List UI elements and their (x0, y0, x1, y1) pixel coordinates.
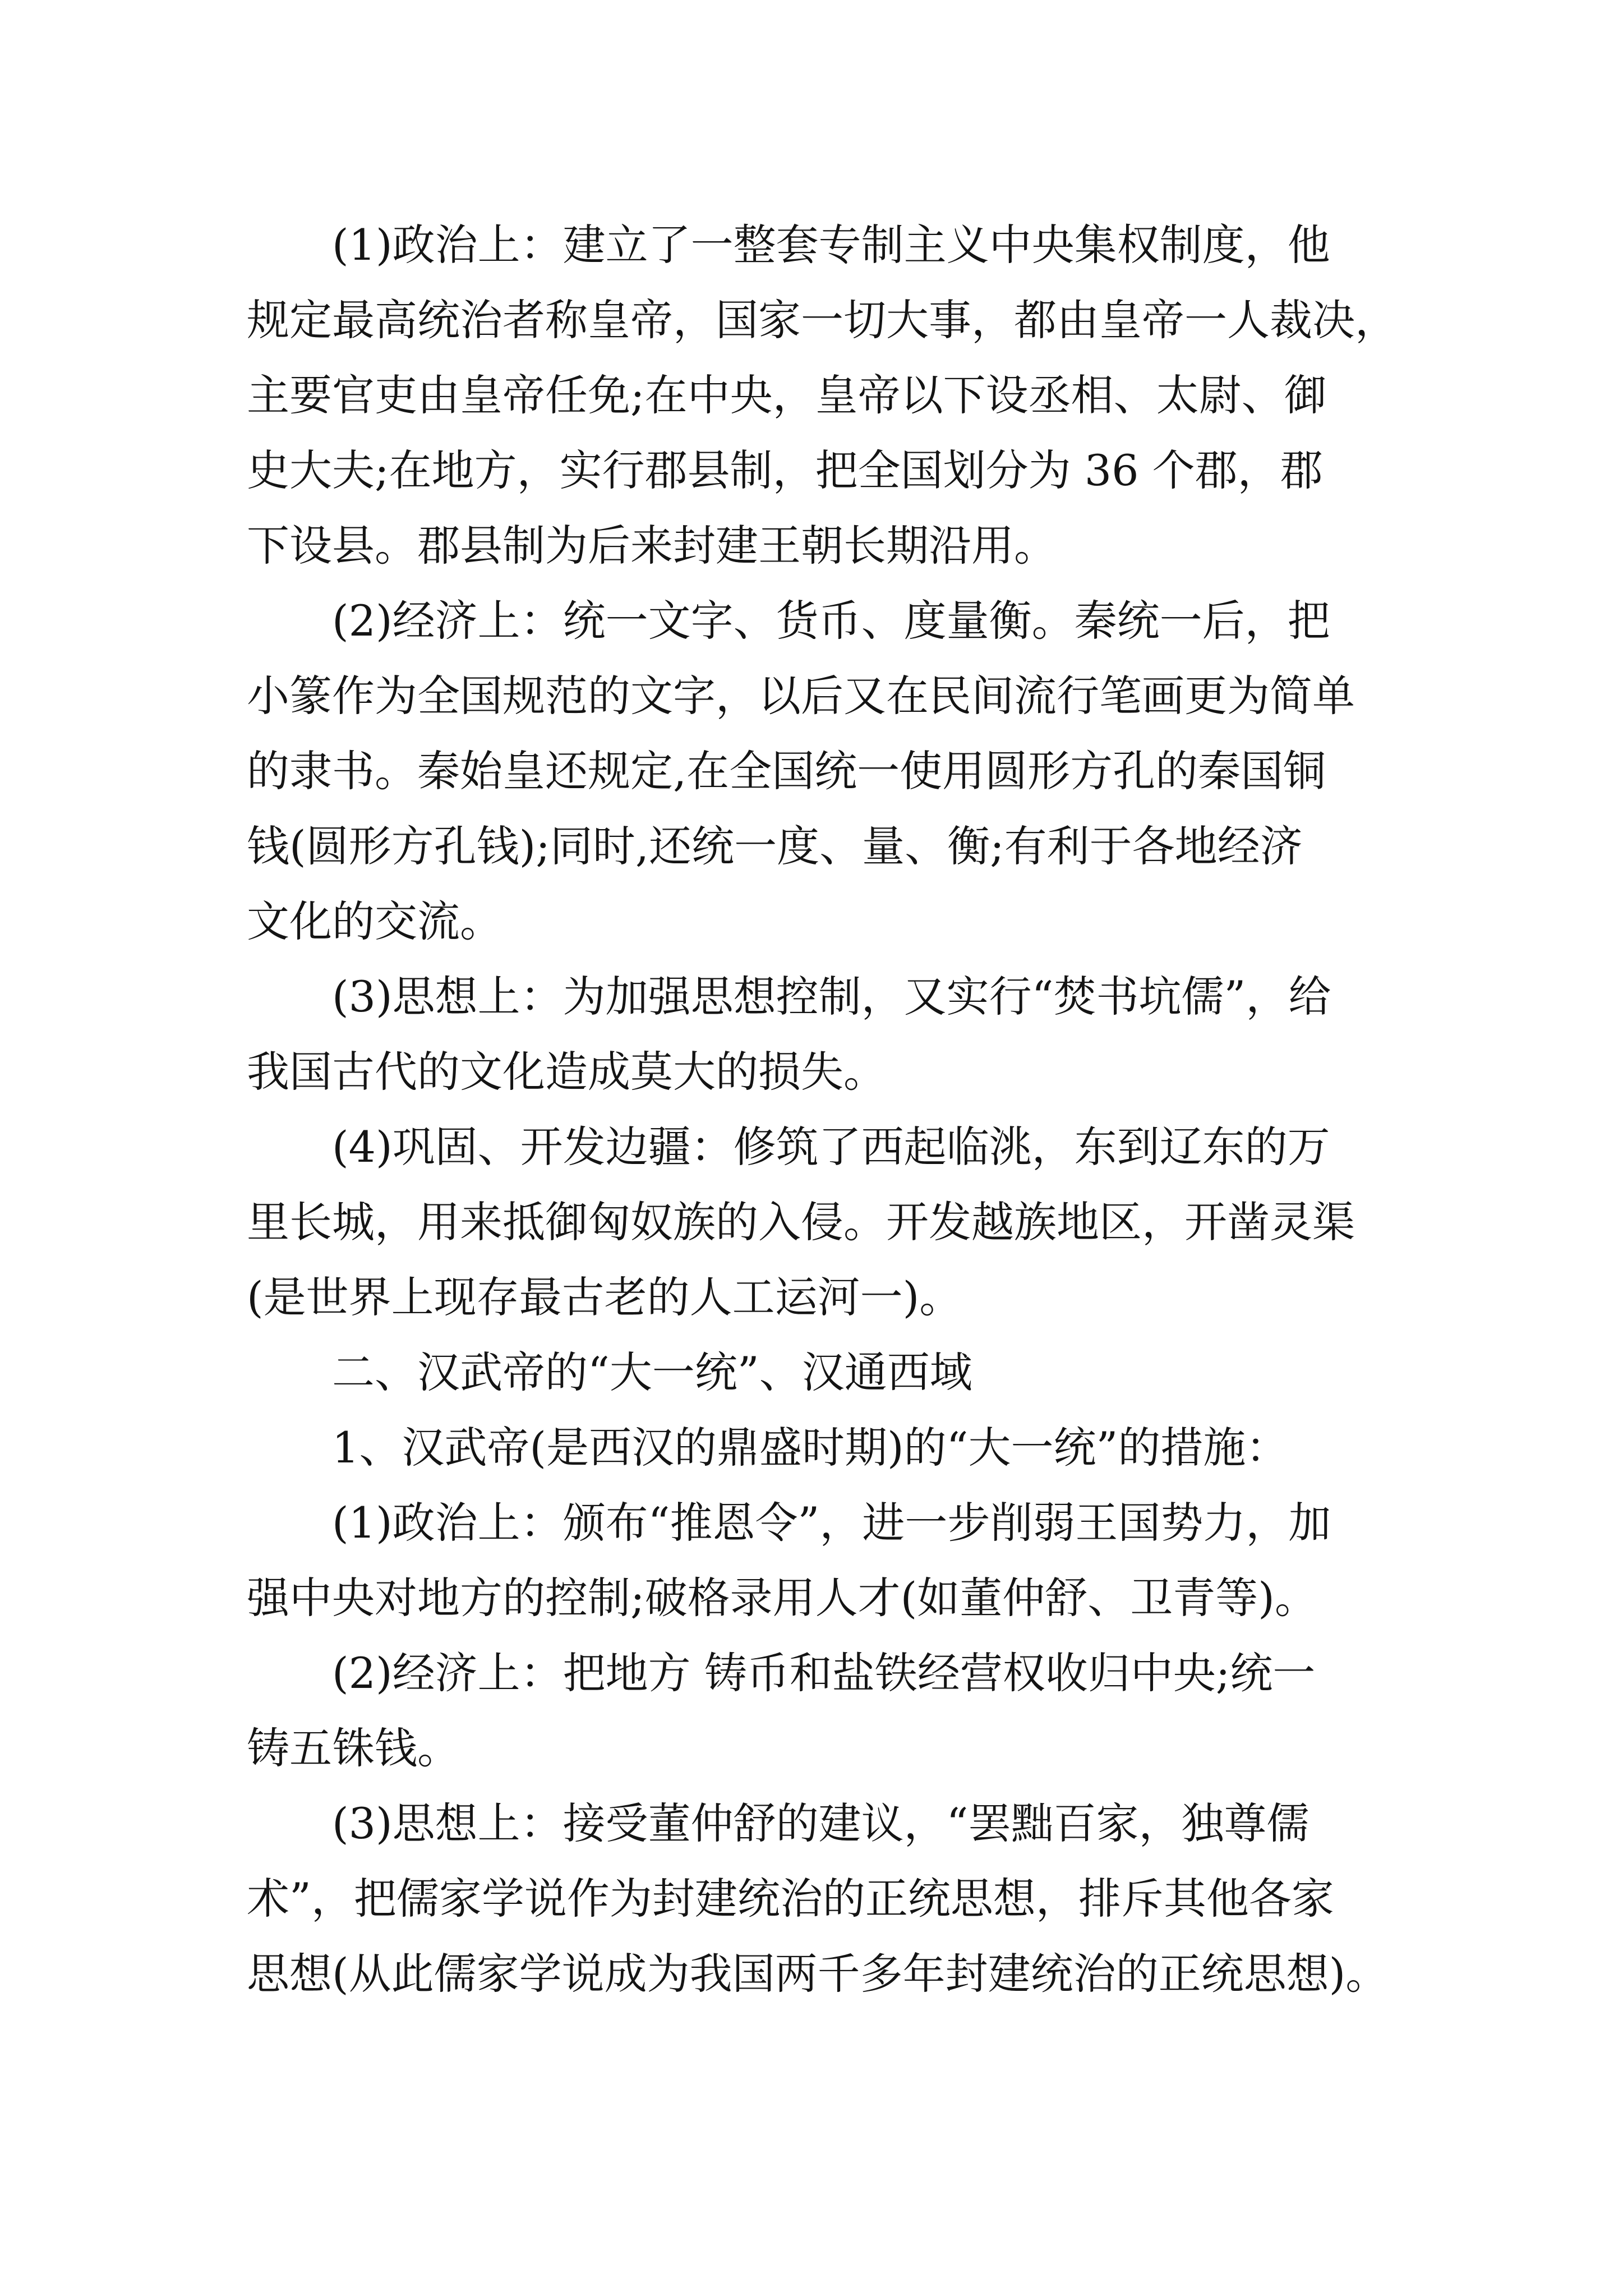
paragraph-line: (2)经济上：统一文字、货币、度量衡。秦统一后，把 (332, 596, 1330, 646)
section-heading: 二、汉武帝的“大一统”、汉通西域 (332, 1347, 972, 1397)
paragraph-line: 文化的交流。 (247, 896, 502, 946)
paragraph-line: 强中央对地方的控制;破格录用人才(如董仲舒、卫青等)。 (247, 1573, 1317, 1623)
paragraph-line: 里长城，用来抵御匈奴族的入侵。开发越族地区，开凿灵渠 (247, 1197, 1355, 1247)
paragraph-line: 思想(从此儒家学说成为我国两千多年封建统治的正统思想)。 (247, 1949, 1389, 1999)
paragraph-line: 铸五铢钱。 (247, 1723, 460, 1773)
paragraph-line: 规定最高统治者称皇帝，国家一切大事，都由皇帝一人裁决， (247, 295, 1398, 345)
paragraph-line: (4)巩固、开发边疆：修筑了西起临洮，东到辽东的万 (332, 1122, 1330, 1172)
paragraph-line: 术”，把儒家学说作为封建统治的正统思想，排斥其他各家 (247, 1874, 1334, 1924)
paragraph-line: 我国古代的文化造成莫大的损失。 (247, 1047, 886, 1097)
paragraph-line: (3)思想上：为加强思想控制，又实行“焚书坑儒”，给 (332, 972, 1331, 1022)
paragraph-line: (是世界上现存最古老的人工运河一)。 (247, 1272, 962, 1322)
paragraph-line: (1)政治上：颁布“推恩令”，进一步削弱王国势力，加 (332, 1498, 1331, 1548)
paragraph-line: 下设县。郡县制为后来封建王朝长期沿用。 (247, 521, 1057, 570)
paragraph-line: 1、汉武帝(是西汉的鼎盛时期)的“大一统”的措施： (332, 1423, 1289, 1473)
paragraph-line: 小篆作为全国规范的文字，以后又在民间流行笔画更为简单 (247, 671, 1355, 721)
paragraph-line: (1)政治上：建立了一整套专制主义中央集权制度，他 (332, 220, 1330, 270)
paragraph-line: (2)经济上：把地方 铸币和盐铁经营权收归中央;统一 (332, 1648, 1316, 1698)
paragraph-line: 的隶书。秦始皇还规定,在全国统一使用圆形方孔的秦国铜 (247, 746, 1326, 796)
paragraph-line: 史大夫;在地方，实行郡县制，把全国划分为 36 个郡，郡 (247, 445, 1323, 495)
paragraph-line: (3)思想上：接受董仲舒的建议，“罢黜百家，独尊儒 (332, 1798, 1310, 1848)
paragraph-line: 钱(圆形方孔钱);同时,还统一度、量、衡;有利于各地经济 (247, 821, 1303, 871)
paragraph-line: 主要官吏由皇帝任免;在中央，皇帝以下设丞相、太尉、御 (247, 370, 1327, 420)
